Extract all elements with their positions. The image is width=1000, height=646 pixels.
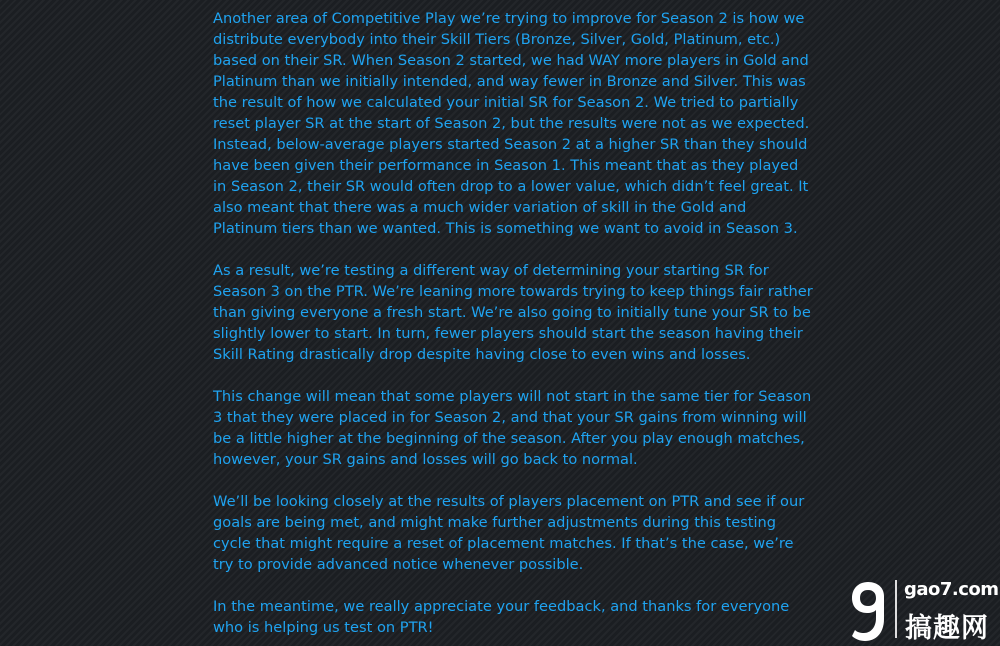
post-paragraph: This change will mean that some players will not start in the same tier for Season 3 that they were placed in for Season 2, and that your SR gains from winning will be a little higher at the beginning of the season. After you play enough matches, however, your SR gains and losses will go back to normal. <box>213 388 812 468</box>
post-paragraph: In the meantime, we really appreciate your feedback, and thanks for everyone who is helping us test on PTR! <box>213 598 790 636</box>
watermark-domain: gao7.com <box>904 579 999 600</box>
watermark-divider <box>895 580 897 638</box>
post-paragraph: We’ll be looking closely at the results of players placement on PTR and see if our goals are being met, and might make further adjustments during this testing cycle that might require a reset of placement matches. If that’s the case, we’re try to provide advanced notice whenever possible. <box>213 493 805 573</box>
post-paragraph: Another area of Competitive Play we’re trying to improve for Season 2 is how we distribute everybody into their Skill Tiers (Bronze, Silver, Gold, Platinum, etc.) based on their SR. When Season 2 started, we had WAY more players in Gold and Platinum than we initially intended, and way fewer in Bronze and Silver. This was the result of how we calculated your initial SR for Season 2. We tried to partially reset player SR at the start of Season 2, but the results were not as we expected. Instead, below-average players started Season 2 at a higher SR than they should have been given their performance in Season 1. This meant that as they played in Season 2, their SR would often drop to a lower value, which didn’t feel great. It also meant that there was a much wider variation of skill in the Gold and Platinum tiers than we wanted. This is something we want to avoid in Season 3. <box>213 10 810 237</box>
watermark-site-name: 搞趣网 <box>905 613 989 644</box>
site-watermark <box>848 578 1000 646</box>
post-paragraph: As a result, we’re testing a different way of determining your starting SR for Season 3 on the PTR. We’re leaning more towards trying to keep things fair rather than giving everyone a fresh start. We’re also going to initially tune your SR to be slightly lower to start. In turn, fewer players should start the season having their Skill Rating drastically drop despite having close to even wins and losses. <box>213 262 813 363</box>
gao7-logo-icon <box>848 578 892 642</box>
post-body <box>213 8 813 646</box>
